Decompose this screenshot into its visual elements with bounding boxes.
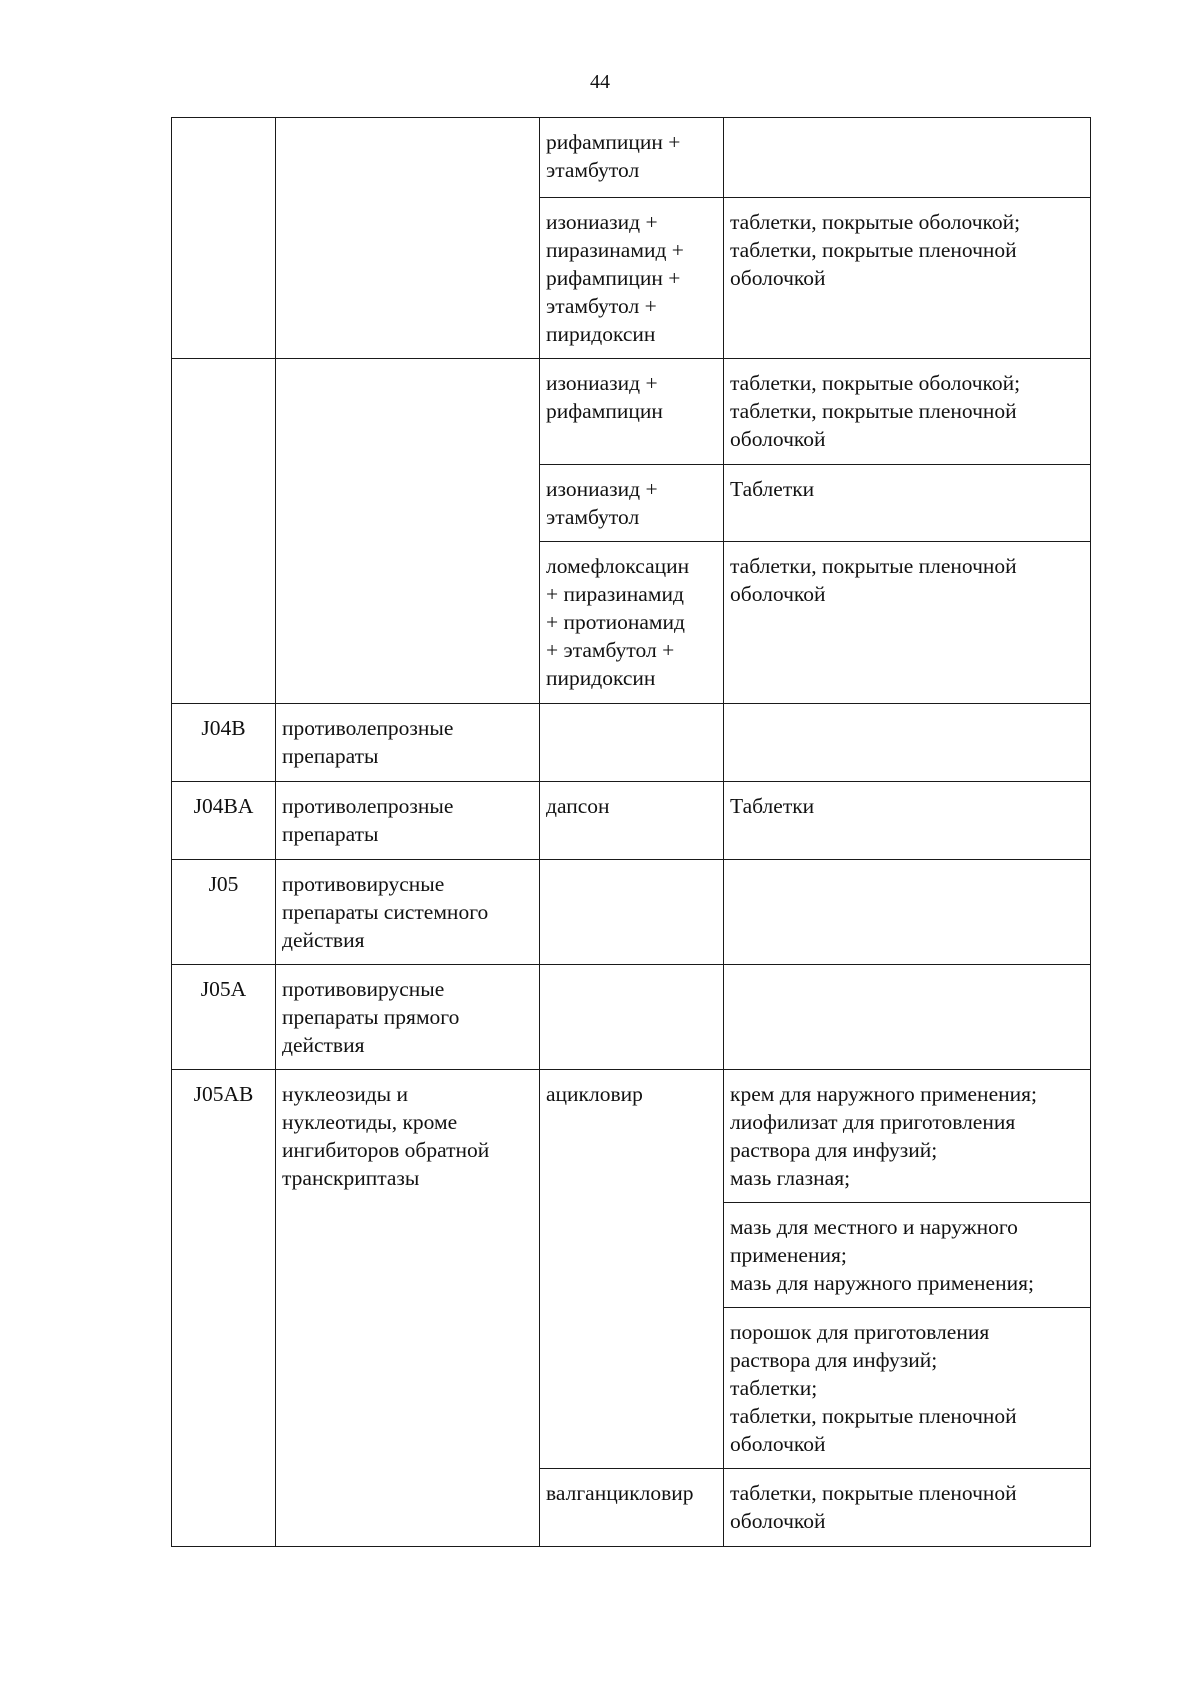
- group-name: противолепрозные препараты: [282, 716, 454, 768]
- group-cell: [276, 118, 540, 359]
- code-cell: [172, 860, 276, 965]
- atc-code: J04BA: [193, 794, 254, 818]
- dosage-form: таблетки, покрытые пленочной оболочкой: [730, 554, 1017, 606]
- group-name: противовирусные препараты прямого действия: [282, 977, 460, 1057]
- atc-code: J04B: [201, 716, 246, 740]
- code-cell: [172, 965, 276, 1070]
- table-row: [172, 359, 1091, 465]
- form-cell: [724, 965, 1091, 1070]
- drug-name: изониазид + пиразинамид + рифампицин + этамбутол + пиридоксин: [546, 210, 684, 346]
- drug-cell: [540, 359, 724, 465]
- atc-code: J05AB: [193, 1082, 254, 1106]
- form-cell: [724, 465, 1091, 542]
- table-row: [172, 704, 1091, 782]
- code-cell: [172, 1070, 276, 1547]
- drug-name: изониазид + рифампицин: [546, 371, 663, 423]
- drug-cell: [540, 465, 724, 542]
- drug-table: [171, 117, 1091, 1547]
- drug-name: ломефлоксацин + пиразинамид + протионамид + этамбутол + пиридоксин: [546, 554, 690, 690]
- drug-name: ацикловир: [546, 1082, 643, 1106]
- drug-cell: [540, 782, 724, 860]
- drug-cell: [540, 704, 724, 782]
- dosage-form: Таблетки: [730, 477, 815, 501]
- group-cell: [276, 704, 540, 782]
- dosage-form: таблетки, покрытые пленочной оболочкой: [730, 1481, 1017, 1533]
- drug-cell: [540, 860, 724, 965]
- table-row: [172, 118, 1091, 198]
- group-name: противолепрозные препараты: [282, 794, 454, 846]
- form-cell: [724, 359, 1091, 465]
- dosage-form: Таблетки: [730, 794, 815, 818]
- dosage-form: порошок для приготовления раствора для инфузий; таблетки; таблетки, покрытые пленочной оболочкой: [730, 1320, 1017, 1456]
- group-cell: [276, 782, 540, 860]
- form-cell: [724, 118, 1091, 198]
- form-cell: [724, 1070, 1091, 1203]
- group-name: противовирусные препараты системного действия: [282, 872, 489, 952]
- group-cell: [276, 965, 540, 1070]
- form-cell: [724, 782, 1091, 860]
- drug-cell: [540, 542, 724, 704]
- drug-cell: [540, 198, 724, 359]
- code-cell: [172, 359, 276, 704]
- drug-name: валганцикловир: [546, 1481, 694, 1505]
- dosage-form: таблетки, покрытые оболочкой; таблетки, покрытые пленочной оболочкой: [730, 210, 1021, 290]
- atc-code: J05A: [200, 977, 247, 1001]
- atc-code: J05: [208, 872, 239, 896]
- form-cell: [724, 1308, 1091, 1469]
- table-row: [172, 1070, 1091, 1203]
- group-cell: [276, 1070, 540, 1547]
- form-cell: [724, 542, 1091, 704]
- group-cell: [276, 359, 540, 704]
- drug-cell: [540, 1070, 724, 1469]
- group-name: нуклеозиды и нуклеотиды, кроме ингибиторов обратной транскриптазы: [282, 1082, 490, 1190]
- table-row: [172, 782, 1091, 860]
- drug-name: рифампицин + этамбутол: [546, 130, 681, 182]
- drug-name: дапсон: [546, 794, 610, 818]
- drug-cell: [540, 965, 724, 1070]
- dosage-form: таблетки, покрытые оболочкой; таблетки, покрытые пленочной оболочкой: [730, 371, 1021, 451]
- form-cell: [724, 704, 1091, 782]
- form-cell: [724, 1469, 1091, 1547]
- page-number: 44: [590, 71, 610, 93]
- form-cell: [724, 198, 1091, 359]
- table-row: [172, 860, 1091, 965]
- form-cell: [724, 1203, 1091, 1308]
- drug-cell: [540, 1469, 724, 1547]
- form-cell: [724, 860, 1091, 965]
- code-cell: [172, 782, 276, 860]
- table-row: [172, 965, 1091, 1070]
- drug-cell: [540, 118, 724, 198]
- drug-name: изониазид + этамбутол: [546, 477, 658, 529]
- code-cell: [172, 704, 276, 782]
- dosage-form: мазь для местного и наружного применения; мазь для наружного применения;: [730, 1215, 1034, 1295]
- group-cell: [276, 860, 540, 965]
- code-cell: [172, 118, 276, 359]
- dosage-form: крем для наружного применения; лиофилизат для приготовления раствора для инфузий; мазь глазная;: [730, 1082, 1037, 1190]
